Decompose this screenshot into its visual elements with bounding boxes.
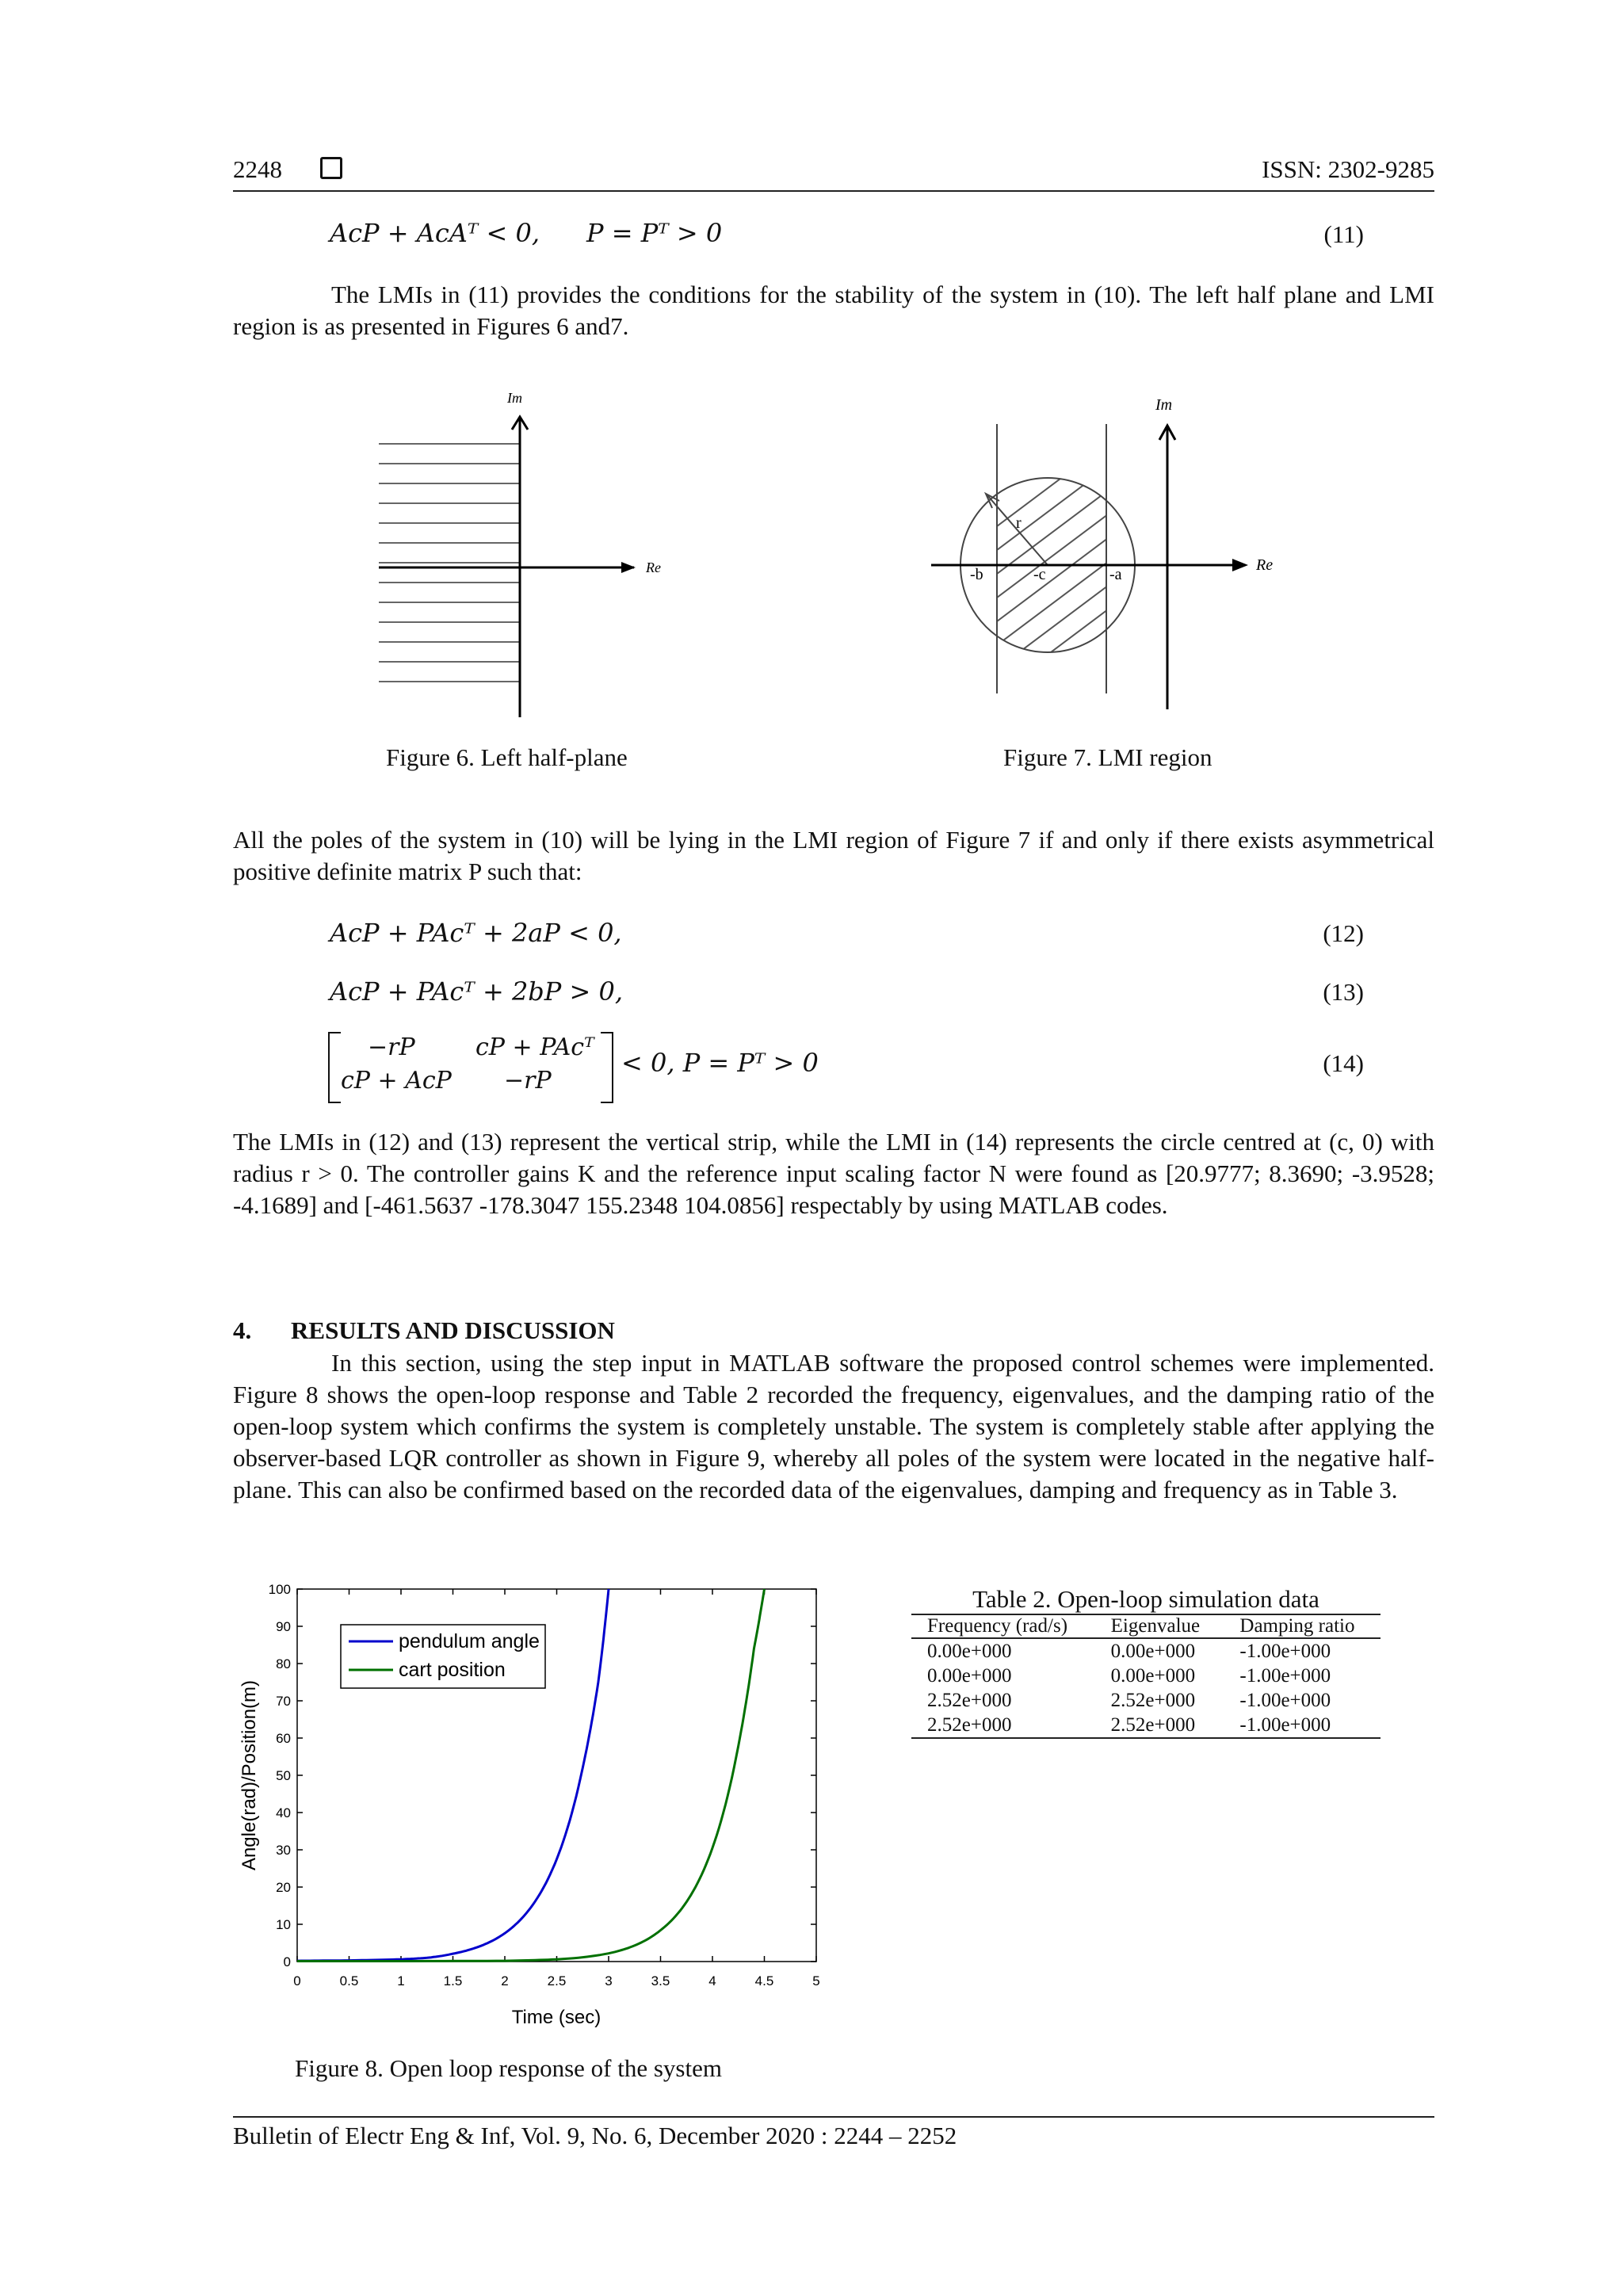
eq14-matrix xyxy=(328,1030,613,1102)
y-tick-label: 70 xyxy=(276,1694,291,1709)
figure-6-left-half-plane xyxy=(372,388,689,721)
eq11-lhs: AcP + AcAᵀ < 0, xyxy=(330,218,540,248)
fig6-im-label: Im xyxy=(507,390,522,406)
fig7-im-label: Im xyxy=(1155,396,1173,414)
paragraph-text: In this section, using the step input in MATLAB software the proposed control schemes were implemented. Figure 8 shows the open-loop response and Table 2 recorded the frequency, eigenvalues, and the damping ratio of the open-loop system which confirms the system is completely unstable. The system is completely stable after applying the observer-based LQR controller as shown in Figure 9, whereby all poles of the system were located in the negative half-plane. This can also be confirmed based on the recorded data of the eigenvalues, damping and frequency as in Table 3. xyxy=(233,1349,1434,1503)
x-tick-label: 3.5 xyxy=(651,1973,670,1988)
x-tick-label: 1.5 xyxy=(443,1973,463,1988)
fig6-re-label: Re xyxy=(646,560,661,575)
x-tick-label: 3 xyxy=(605,1973,613,1988)
eq14-m21: cP + AcP xyxy=(341,1067,452,1095)
paragraph-lmi-stability xyxy=(233,279,1434,342)
table-row xyxy=(911,1713,1381,1738)
y-tick-label: 20 xyxy=(276,1880,291,1895)
legend xyxy=(341,1625,545,1688)
figure-8-chart xyxy=(238,1573,840,2033)
table-cell: -1.00e+000 xyxy=(1224,1713,1381,1738)
table-cell: -1.00e+000 xyxy=(1239,1665,1331,1687)
eq14-m12: cP + PAcᵀ xyxy=(475,1033,594,1061)
x-tick-label: 4.5 xyxy=(754,1973,774,1988)
x-tick-label: 0.5 xyxy=(339,1973,359,1988)
paragraph-lmi-region xyxy=(233,824,1434,888)
x-tick-label: 0 xyxy=(293,1973,301,1988)
eq11-rhs: P = Pᵀ > 0 xyxy=(586,218,723,248)
figure-6-caption: Figure 6. Left half-plane xyxy=(386,743,628,771)
y-tick-label: 10 xyxy=(276,1917,291,1932)
table-header: Eigenvalue xyxy=(1095,1614,1224,1638)
eq11-number: (11) xyxy=(1323,220,1364,248)
y-tick-label: 90 xyxy=(276,1619,291,1634)
eq13-number: (13) xyxy=(1323,978,1364,1006)
table-cell: -1.00e+000 xyxy=(1239,1641,1331,1662)
page-header-left xyxy=(233,155,342,184)
y-tick-label: 50 xyxy=(276,1768,291,1783)
x-tick-label: 2 xyxy=(501,1973,509,1988)
paragraph-controller-gains xyxy=(233,1126,1434,1221)
table-row xyxy=(911,1664,1381,1688)
table-cell: 0.00e+000 xyxy=(1110,1641,1196,1662)
table-cell: -1.00e+000 xyxy=(1239,1690,1331,1711)
table-cell: 0.00e+000 xyxy=(927,1641,1012,1662)
eq12-number: (12) xyxy=(1323,919,1364,947)
right-bracket xyxy=(601,1032,613,1103)
figure-7-caption: Figure 7. LMI region xyxy=(1003,743,1212,771)
left-bracket xyxy=(328,1032,341,1103)
figure-7-lmi-region xyxy=(927,392,1316,725)
table-header: Frequency (rad/s) xyxy=(911,1614,1095,1638)
footer-rule xyxy=(233,2116,1434,2118)
eq14-m22: −rP xyxy=(504,1067,552,1095)
eq12: AcP + PAcᵀ + 2aP < 0, xyxy=(330,918,622,948)
paragraph-text: The LMIs in (12) and (13) represent the vertical strip, while the LMI in (14) represents the circle centred at (c, 0) with radius r > 0. The controller gains K and the reference input scaling factor N were found as [20.9777; 8.3690; -3.9528; -4.1689] and [-461.5637 -178.3047 155.2348 104.0856] respectably by using MATLAB codes. xyxy=(233,1128,1434,1219)
x-tick-label: 4 xyxy=(708,1973,716,1988)
section-title: RESULTS AND DISCUSSION xyxy=(291,1316,615,1344)
eq14-m11: −rP xyxy=(368,1033,415,1061)
paragraph-text: The LMIs in (11) provides the conditions for the stability of the system in (10). The left half plane and LMI region is as presented in Figures 6 and7. xyxy=(233,281,1434,340)
y-tick-label: 100 xyxy=(268,1582,291,1597)
table-cell: 2.52e+000 xyxy=(927,1690,1012,1711)
footer-citation: Bulletin of Electr Eng & Inf, Vol. 9, No. 6, December 2020 : 2244 – 2252 xyxy=(233,2122,957,2149)
issn: ISSN: 2302-9285 xyxy=(1262,155,1434,183)
y-tick-label: 0 xyxy=(283,1954,291,1969)
table-2 xyxy=(911,1614,1381,1739)
section-number: 4. xyxy=(233,1316,252,1344)
table-header-row xyxy=(911,1614,1381,1638)
table-cell: 2.52e+000 xyxy=(1095,1713,1224,1738)
paragraph-text: All the poles of the system in (10) will be lying in the LMI region of Figure 7 if and only if there exists asymmetrical positive definite matrix P such that: xyxy=(233,826,1434,885)
square-bullet-icon xyxy=(320,157,342,179)
x-tick-label: 5 xyxy=(812,1973,820,1988)
fig7-b-label: -b xyxy=(970,566,983,583)
x-axis-label: Time (sec) xyxy=(511,2007,601,2028)
header-rule xyxy=(233,190,1434,192)
fig7-c-label: -c xyxy=(1033,566,1046,583)
table-header: Damping ratio xyxy=(1224,1614,1381,1638)
x-tick-label: 2.5 xyxy=(547,1973,567,1988)
fig7-r-label: r xyxy=(1016,514,1022,532)
y-axis-label: Angle(rad)/Position(m) xyxy=(239,1679,260,1871)
y-tick-label: 60 xyxy=(276,1731,291,1746)
table-cell: 2.52e+000 xyxy=(911,1713,1095,1738)
table-row xyxy=(911,1688,1381,1713)
fig7-a-label: -a xyxy=(1109,566,1122,583)
paragraph-results xyxy=(233,1347,1434,1506)
table-cell: 0.00e+000 xyxy=(927,1665,1012,1687)
page-number: 2248 xyxy=(233,155,282,183)
legend-label-cart: cart position xyxy=(399,1659,506,1681)
eq13: AcP + PAcᵀ + 2bP > 0, xyxy=(330,976,623,1007)
table-row xyxy=(911,1638,1381,1664)
legend-label-pendulum: pendulum angle xyxy=(399,1630,540,1652)
eq14-rhs: < 0, P = Pᵀ > 0 xyxy=(621,1048,819,1078)
y-tick-label: 80 xyxy=(276,1656,291,1671)
table-cell: 2.52e+000 xyxy=(1110,1690,1196,1711)
table-cell: 0.00e+000 xyxy=(1110,1665,1196,1687)
eq14-number: (14) xyxy=(1323,1049,1364,1077)
y-tick-label: 40 xyxy=(276,1805,291,1820)
x-tick-label: 1 xyxy=(397,1973,405,1988)
figure-8-caption: Figure 8. Open loop response of the system xyxy=(295,2054,722,2082)
table-2-caption: Table 2. Open-loop simulation data xyxy=(972,1585,1319,1613)
y-tick-label: 30 xyxy=(276,1843,291,1858)
fig7-re-label: Re xyxy=(1256,556,1274,574)
